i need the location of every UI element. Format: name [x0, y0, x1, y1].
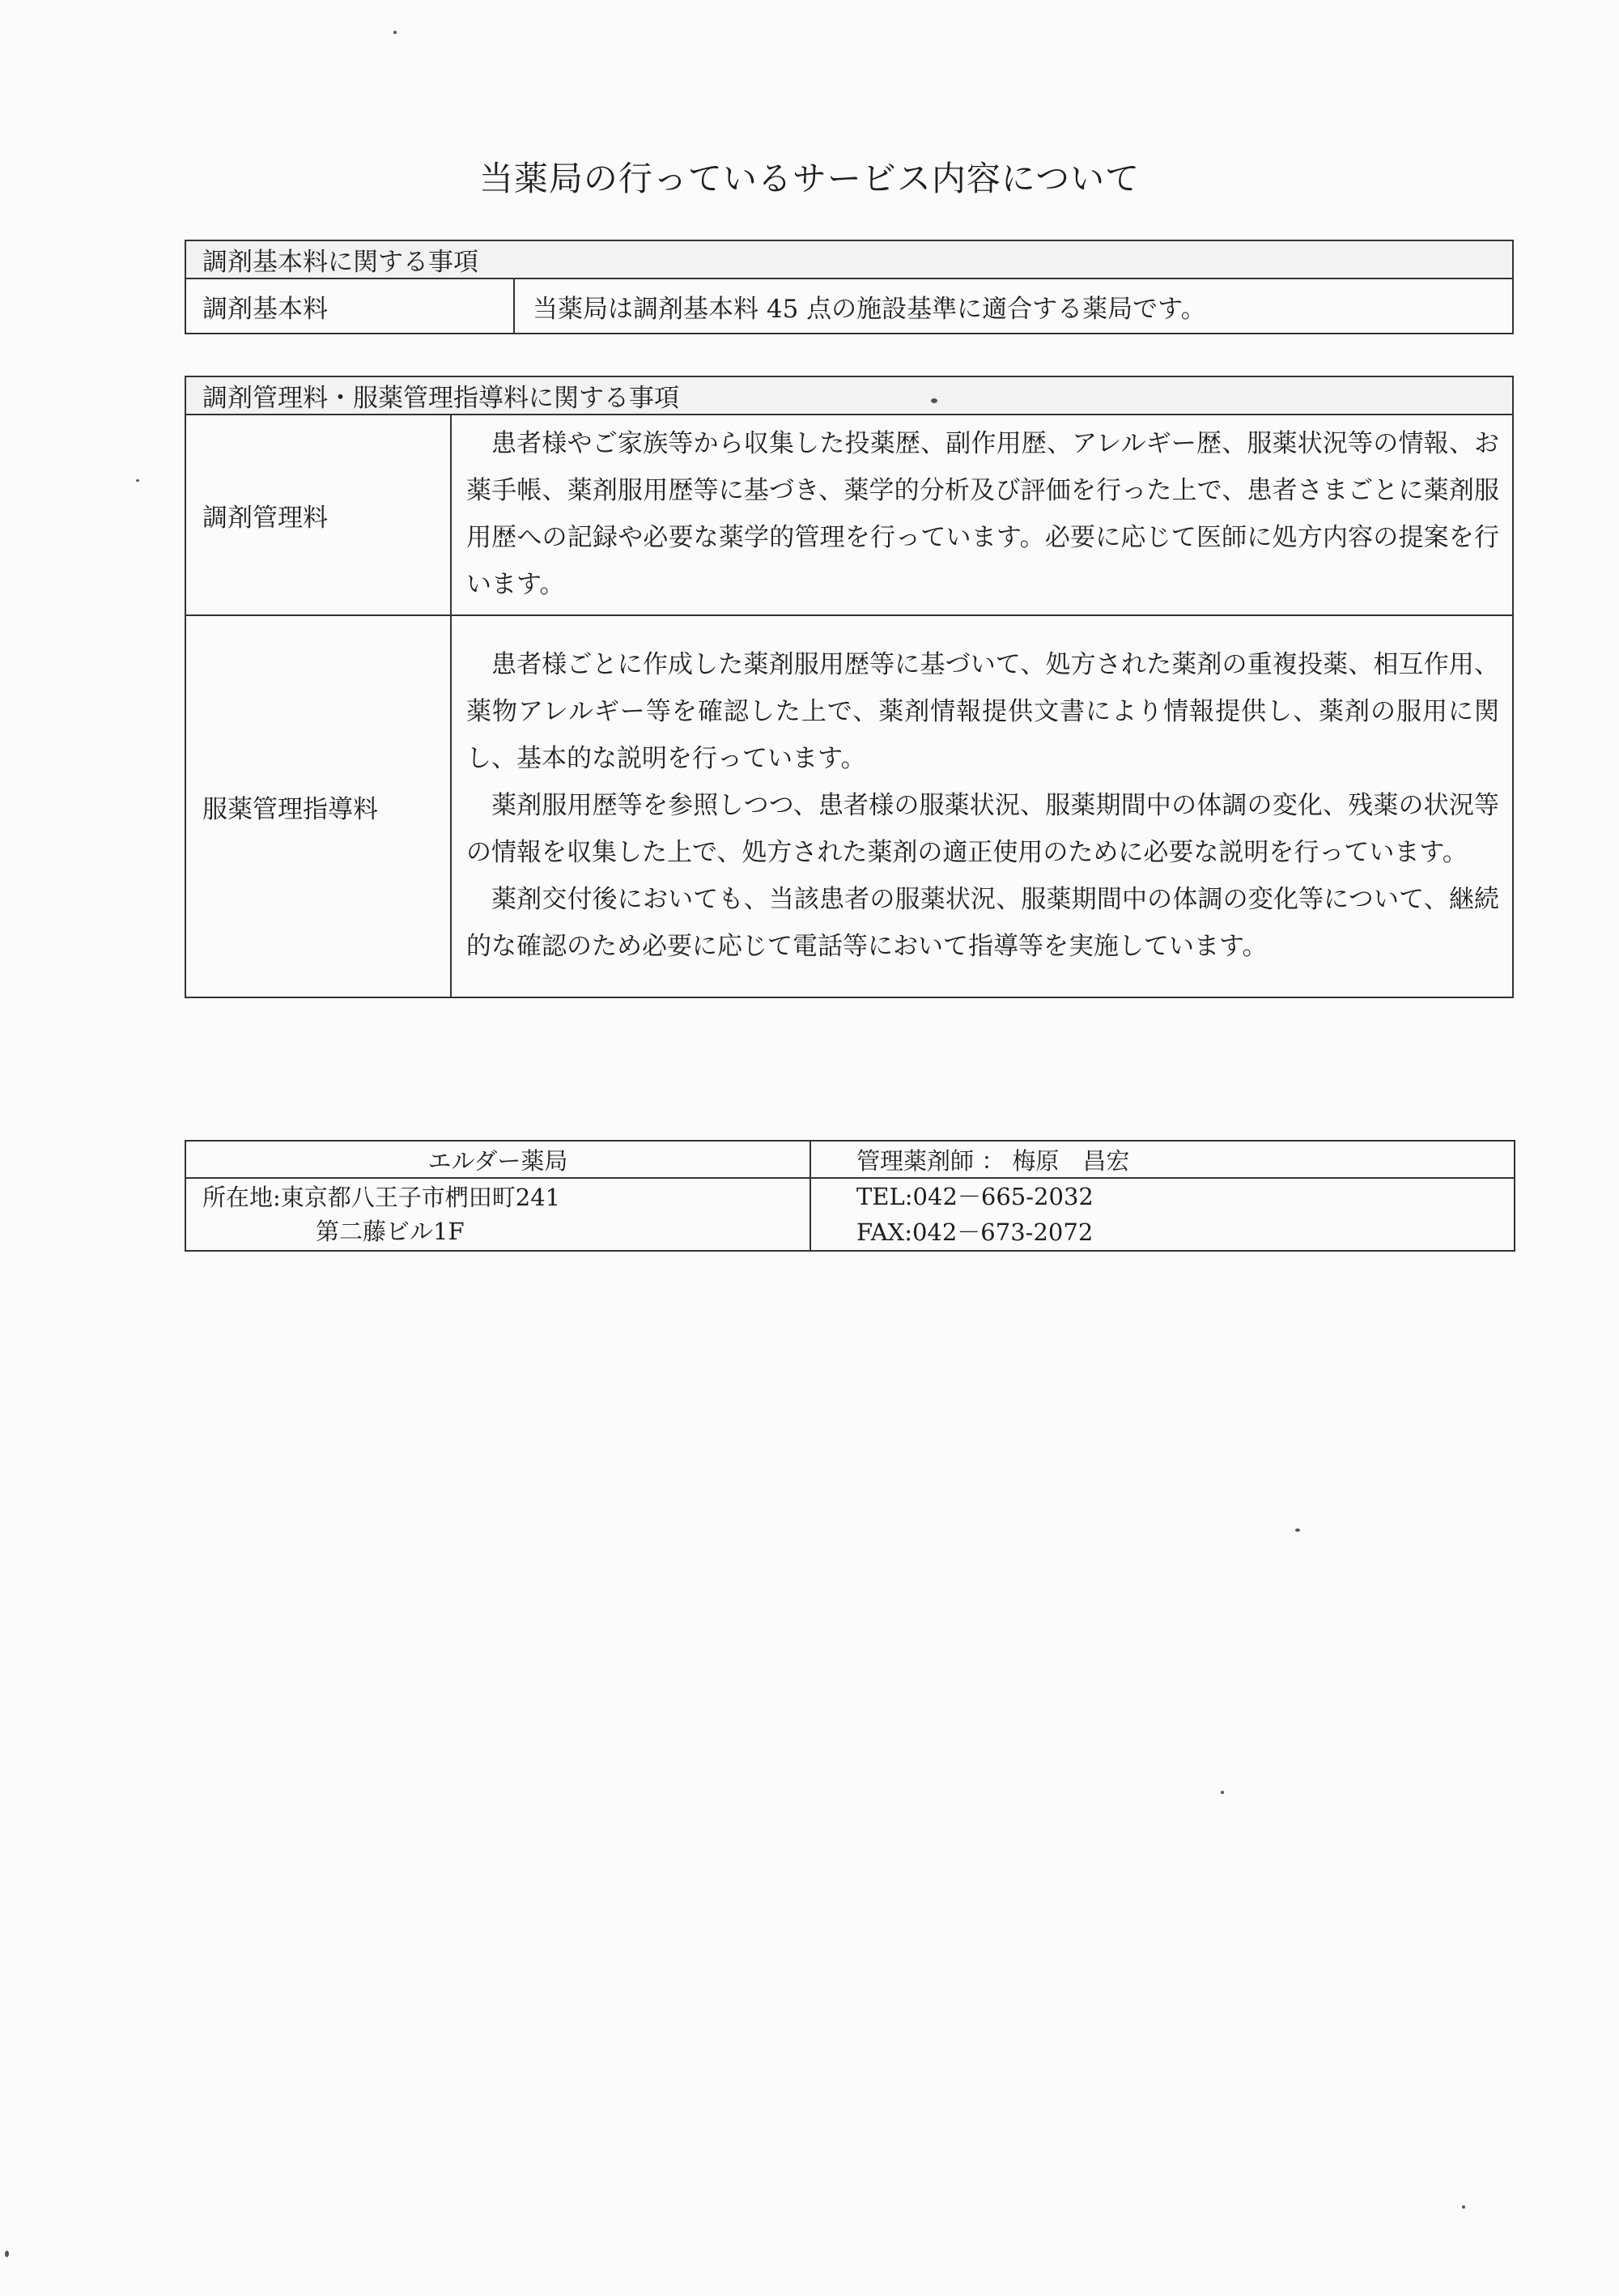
contact [810, 1178, 1515, 1251]
basic-fee-row [185, 278, 1513, 334]
fax-number: FAX:042－673-2072 [856, 1218, 1094, 1246]
basic-fee-table [185, 240, 1514, 334]
management-fee-header: 調剤管理料・服薬管理指導料に関する事項 [185, 376, 1513, 415]
basic-fee-header-row [185, 240, 1513, 278]
address [185, 1178, 810, 1251]
scan-speck [1295, 1529, 1300, 1532]
dispensing-management-row [185, 415, 1513, 615]
paragraph: 患者様ごとに作成した薬剤服用歴等に基づいて、処方された薬剤の重複投薬、相互作用、 薬物アレルギー等を確認した上で、薬剤情報提供文書により情報提供し、薬剤の服用に関し、基本的な説明を行っています。 [466, 650, 1499, 773]
scan-speck [1221, 1791, 1224, 1794]
address-line-1: 所在地:東京都八王子市椚田町241 [202, 1184, 561, 1211]
scan-speck [393, 31, 397, 34]
paragraph: 患者様やご家族等から収集した投薬歴、副作用歴、アレルギー歴、服薬状況等の情報、お薬手帳、薬剤服用歴等に基づき、薬学的分析及び評価を行った上で、患者さまごとに薬剤服用歴への記録や必要な薬学的管理を行っています。必要に応じて医師に処方内容の提案を行います。 [466, 429, 1500, 599]
pharmacy-info-header-row [185, 1141, 1515, 1178]
basic-fee-value: 当薬局は調剤基本料 45 点の施設基準に適合する薬局です。 [514, 278, 1513, 334]
medication-guidance-text [451, 615, 1513, 997]
medication-guidance-row [185, 615, 1513, 997]
scan-speck [1462, 2205, 1465, 2209]
pharmacy-info-table [185, 1140, 1515, 1252]
scan-speck [5, 2251, 9, 2257]
scan-speck [931, 398, 937, 403]
address-line-2: 第二藤ビル1F [316, 1218, 465, 1245]
basic-fee-header: 調剤基本料に関する事項 [185, 240, 1513, 278]
management-fee-header-row [185, 376, 1513, 415]
basic-fee-label: 調剤基本料 [185, 278, 514, 334]
tel-number: TEL:042－665-2032 [856, 1183, 1094, 1210]
manager-name: 管理薬剤師 ： 梅原 昌宏 [810, 1141, 1515, 1178]
dispensing-management-text [451, 415, 1513, 615]
pharmacy-name: エルダー薬局 [185, 1141, 810, 1178]
paragraph: 薬剤服用歴等を参照しつつ、患者様の服薬状況、服薬期間中の体調の変化、残薬の状況等の情報を収集した上で、処方された薬剤の適正使用のために必要な説明を行っています。 [466, 791, 1499, 867]
dispensing-management-label: 調剤管理料 [185, 415, 451, 615]
pharmacy-info-detail-row [185, 1178, 1515, 1251]
page-title: 当薬局の行っているサービス内容について [478, 159, 1141, 198]
medication-guidance-label: 服薬管理指導料 [185, 615, 451, 997]
paragraph: 薬剤交付後においても、当該患者の服薬状況、服薬期間中の体調の変化等について、継続的な確認のため必要に応じて電話等において指導等を実施しています。 [466, 885, 1499, 961]
management-fee-table [185, 376, 1514, 998]
scan-speck [136, 479, 139, 482]
